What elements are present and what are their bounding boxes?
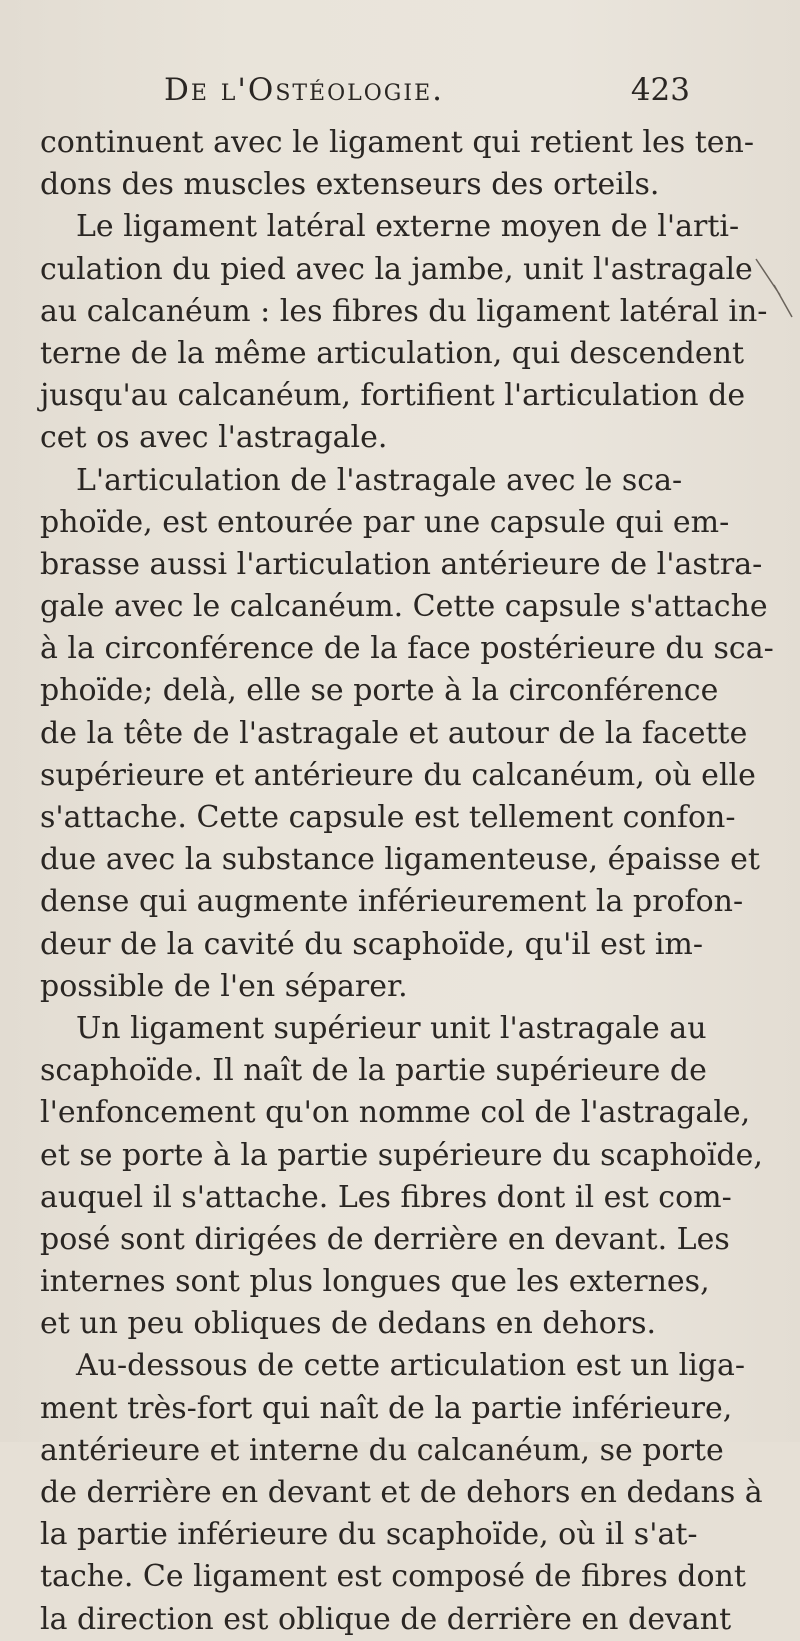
- text-line: Le ligament latéral externe moyen de l'arti-: [76, 209, 740, 245]
- text-line: brasse aussi l'articulation antérieure de l'astra-: [40, 546, 763, 582]
- text-line: deur de la cavité du scaphoïde, qu'il est im-: [40, 926, 704, 962]
- text-line: dense qui augmente inférieurement la profon-: [40, 884, 744, 920]
- text-line: cet os avec l'astragale.: [40, 420, 388, 456]
- text-line: terne de la même articulation, qui descendent: [40, 335, 745, 371]
- body-text: [40, 122, 774, 1641]
- text-line: la partie inférieure du scaphoïde, où il s'at-: [40, 1517, 698, 1553]
- text-line: de la tête de l'astragale et autour de la facette: [40, 715, 748, 751]
- text-line: la direction est oblique de derrière en devant: [40, 1601, 732, 1637]
- text-line: au calcanéum : les fibres du ligament latéral in-: [40, 293, 768, 329]
- text-line: dons des muscles extenseurs des orteils.: [40, 167, 660, 203]
- text-line: due avec la substance ligamenteuse, épaisse et: [40, 842, 760, 878]
- text-line: tache. Ce ligament est composé de fibres dont: [40, 1559, 746, 1595]
- text-line: et se porte à la partie supérieure du scaphoïde,: [40, 1137, 763, 1173]
- text-line: internes sont plus longues que les externes,: [40, 1264, 710, 1300]
- text-line: jusqu'au calcanéum, fortifient l'articulation de: [40, 378, 746, 414]
- text-line: continuent avec le ligament qui retient les ten-: [40, 125, 754, 160]
- text-line: à la circonférence de la face postérieure du sca-: [40, 631, 774, 667]
- text-line: de derrière en devant et de dehors en dedans à: [40, 1475, 763, 1510]
- text-line: scaphoïde. Il naît de la partie supérieure de: [40, 1053, 707, 1089]
- text-line: supérieure et antérieure du calcanéum, où elle: [40, 757, 756, 793]
- running-title: De l'Ostéologie.: [164, 72, 444, 108]
- text-line: L'articulation de l'astragale avec le sca-: [76, 462, 683, 498]
- text-line: auquel il s'attache. Les fibres dont il est com-: [40, 1179, 732, 1215]
- text-line: l'enfoncement qu'on nomme col de l'astragale,: [40, 1095, 751, 1131]
- margin-scratch-mark: [752, 255, 796, 325]
- text-line: phoïde; delà, elle se porte à la circonférence: [40, 673, 719, 709]
- text-line: possible de l'en séparer.: [40, 968, 408, 1004]
- text-line: Un ligament supérieur unit l'astragale au: [76, 1010, 707, 1046]
- page-header: [40, 72, 690, 116]
- text-line: s'attache. Cette capsule est tellement confon-: [40, 800, 736, 835]
- text-line: antérieure et interne du calcanéum, se porte: [40, 1432, 724, 1468]
- text-line: et un peu obliques de dedans en dehors.: [40, 1306, 657, 1342]
- page-number: 423: [630, 72, 690, 108]
- text-line: phoïde, est entourée par une capsule qui em-: [40, 504, 730, 540]
- text-line: culation du pied avec la jambe, unit l'astragale: [40, 251, 753, 287]
- text-line: ment très-fort qui naît de la partie inférieure,: [40, 1390, 733, 1426]
- text-line: posé sont dirigées de derrière en devant. Les: [40, 1221, 730, 1257]
- text-line: Au-dessous de cette articulation est un liga-: [76, 1348, 746, 1384]
- text-line: gale avec le calcanéum. Cette capsule s'attache: [40, 589, 768, 625]
